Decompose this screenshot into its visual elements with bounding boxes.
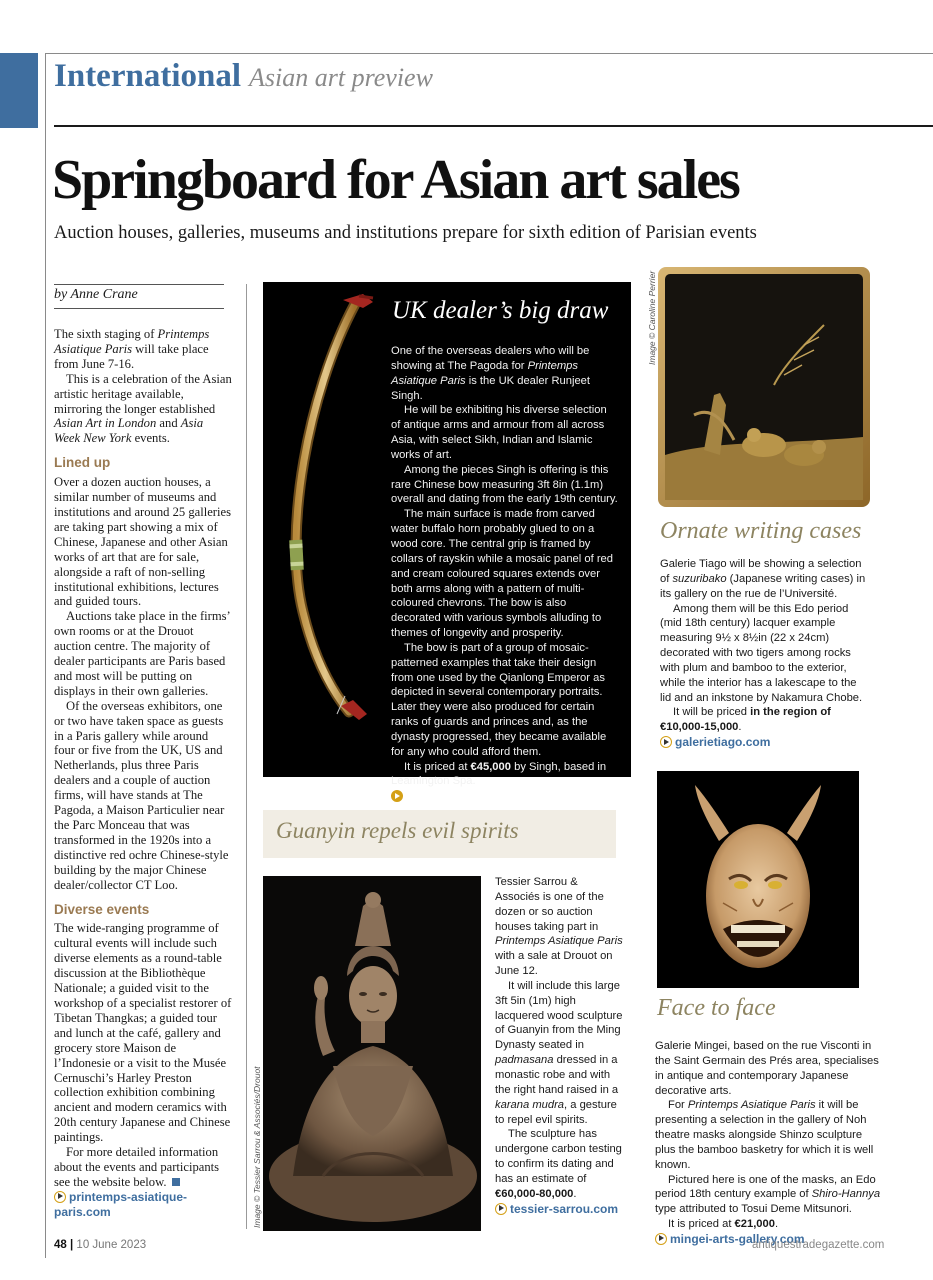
website-link[interactable]: tessier-sarrou.com: [510, 1201, 619, 1216]
suzuribako-box-icon: [654, 265, 872, 511]
guanyin-paragraph: Tessier Sarrou & Associés is one of the dozen or so auction houses taking part in Printemps Asiatique Paris with a sale at Drouot on June 12.: [495, 876, 623, 978]
issue-date: 10 June 2023: [76, 1239, 147, 1251]
end-mark-icon: [172, 1178, 180, 1186]
guanyin-paragraph: The sculpture has undergone carbon testing to confirm its dating and has an estimate of €60,000-80,000.: [495, 1128, 622, 1200]
website-link-row: [391, 789, 619, 805]
byline: by Anne Crane: [54, 287, 138, 302]
byline-rule: [54, 308, 224, 309]
link-arrow-icon: [391, 790, 403, 802]
headline: Springboard for Asian art sales: [52, 149, 739, 211]
box-paragraph: One of the overseas dealers who will be showing at The Pagoda for Printemps Asiatique Paris is the UK dealer Runjeet Singh.: [391, 345, 590, 402]
article-paragraph: For more detailed information about the events and participants see the website below.: [54, 1145, 220, 1189]
footer-site[interactable]: antiquestradegazette.com: [752, 1239, 885, 1251]
header-rule: [54, 125, 933, 127]
column-divider: [246, 284, 247, 1229]
website-link-row: [495, 1202, 623, 1218]
box-paragraph: The main surface is made from carved water buffalo horn probably glued to on a wood core. The central grip is framed by collars of rayskin while a mosaic panel of red and cream coloured squares extends over both arms along with a pattern of multi-coloured chevrons. The bow is also decorated with various symbols alluding to themes of longevity and prosperity.: [391, 508, 613, 640]
website-link[interactable]: galerietiago.com: [675, 735, 771, 750]
ornate-paragraph: Galerie Tiago will be showing a selection of suzuribako (Japanese writing cases) in its gallery on the rue de l’Université.: [660, 558, 866, 600]
face-paragraph: For Printemps Asiatique Paris it will be presenting a selection in the gallery of Noh theatre masks alongside Shinzo sculpture plus the bamboo basketry for which it is well known.: [655, 1099, 874, 1171]
uk-dealer-title: UK dealer’s big draw: [392, 297, 609, 324]
face-to-face-text: [655, 1039, 881, 1248]
ornate-paragraph: It will be priced in the region of €10,000-15,000.: [660, 706, 831, 734]
guanyin-text: [495, 875, 623, 1217]
box-paragraph: Among the pieces Singh is offering is this rare Chinese bow measuring 3ft 8in (1.1m) overall and dating from the early 19th century.: [391, 463, 618, 506]
article-paragraph: The wide-ranging programme of cultural events will include such diverse elements as a round-table discussion at the Bibliothèque Nationale; a guided visit to the workshop of a specialist restorer of Tibetan Thangkas; a guided tour and lunch at the café, gallery and grocery store Maison de l’Indonesie or a visit to the Musée Cernuschi’s Harley Preston collection exhibition combining ancient and modern ceramics with 20th century Japanese and Chinese paintings.: [54, 921, 232, 1145]
guanyin-image-credit: Image © Tessier Sarrou & Associés/Drouot: [252, 1066, 262, 1228]
article-paragraph: Of the overseas exhibitors, one or two have taken space as guests in a Paris gallery while around four or five from the UK, US and Netherlands, plus three Paris dealers and a couple of auction firms, will have stands at The Pagoda, a Maison Particulier near the Parc Monceau that was transformed in the 1920s into a distinctive red ochre Chinese-style building by the major Chinese dealer/collector CT Loo.: [54, 698, 229, 892]
face-paragraph: Galerie Mingei, based on the rue Visconti in the Saint Germain des Prés area, specialises in antique and contemporary Japanese decorative arts.: [655, 1040, 879, 1097]
guanyin-paragraph: It will include this large 3ft 5in (1m) high lacquered wood sculpture of Guanyin from the Ming Dynasty seated in padmasana dressed in a monastic robe and with the right hand raised in a karana mudra, a gesture to repel evil spirits.: [495, 979, 623, 1126]
uk-dealer-text: [391, 344, 619, 805]
article-paragraph: This is a celebration of the Asian artistic heritage available, mirroring the longer established Asian Art in London and Asia Week New York events.: [54, 371, 232, 446]
website-link[interactable]: runjeetsingh.com: [406, 789, 507, 804]
website-link[interactable]: printemps-asiatique-paris.com: [54, 1189, 188, 1219]
box-paragraph: He will be exhibiting his diverse selection of antique arms and armour from all across Asia, with select Sikh, Indian and Islamic works of art.: [391, 404, 607, 461]
ornate-text: [660, 557, 870, 751]
section-header: [54, 58, 433, 95]
article-paragraph: Auctions take place in the firms’ own rooms or at the Drouot auction centre. The majority of dealer participants are Paris based and most will be putting on displays in their own galleries.: [54, 609, 230, 698]
left-margin-rule: [45, 53, 46, 1258]
section-color-tab: [0, 53, 38, 128]
website-link-row: [54, 1190, 232, 1220]
guanyin-title: Guanyin repels evil spirits: [276, 818, 519, 843]
subhead-diverse-events: Diverse events: [54, 901, 150, 917]
subhead-lined-up: Lined up: [54, 455, 111, 471]
link-arrow-icon: [660, 736, 672, 748]
main-article: [54, 327, 232, 1220]
subsection-name: Asian art preview: [249, 63, 433, 92]
guanyin-sculpture-image: [263, 876, 481, 1231]
link-arrow-icon: [54, 1191, 66, 1203]
article-paragraph: The sixth staging of Printemps Asiatique Paris will take place from June 7-16.: [54, 327, 210, 371]
footer-separator: |: [70, 1239, 74, 1251]
footer-page-info: [54, 1239, 146, 1251]
website-link-row: [660, 735, 870, 751]
ornate-title: Ornate writing cases: [660, 518, 862, 544]
guanyin-figure-icon: [263, 876, 481, 1231]
face-paragraph: It is priced at €21,000.: [668, 1218, 779, 1231]
suzuribako-image: [654, 265, 872, 511]
writing-case-image-credit: Image © Caroline Perrier: [647, 270, 657, 365]
top-rule: [45, 53, 933, 54]
page-number: 48: [54, 1239, 67, 1251]
article-paragraph: Over a dozen auction houses, a similar number of museums and institutions and around 25 galleries are taking part showing a mix of Chinese, Japanese and other Asian works of art that are for sale, alongside a raft of non-selling institutional exhibitions, lectures and guided tours.: [54, 475, 231, 609]
box-paragraph: It is priced at €45,000 by Singh, based in Leamington Spa.: [391, 760, 607, 788]
box-paragraph: The bow is part of a group of mosaic-patterned examples that take their design from one used by the Qianlong Emperor as depicted in several contemporary portraits. Later they were also produced for certain ranks of guards and princes and, as the dynasty progressed, they became available for any who could afford them.: [391, 641, 607, 758]
link-arrow-icon: [655, 1233, 667, 1245]
noh-mask-image: [657, 771, 859, 988]
ornate-paragraph: Among them will be this Edo period (mid 18th century) lacquer example measuring 9½ x 8½in (22 x 24cm) decorated with two tigers among rocks with plum and bamboo to the exterior, while the interior has a lakescape to the lid and an inkstone by Nakamura Chobe.: [660, 602, 863, 704]
byline-rule: [54, 284, 224, 285]
standfirst: Auction houses, galleries, museums and institutions prepare for sixth edition of Parisian events: [54, 223, 757, 243]
face-paragraph: Pictured here is one of the masks, an Edo period 18th century example of Shiro-Hannya type attributed to Tosui Deme Mitsunori.: [655, 1173, 881, 1216]
section-name: International: [54, 58, 242, 94]
hannya-mask-icon: [657, 771, 859, 988]
link-arrow-icon: [495, 1203, 507, 1215]
website-link[interactable]: mingei-arts-gallery.com: [670, 1231, 805, 1246]
face-to-face-title: Face to face: [657, 995, 776, 1021]
